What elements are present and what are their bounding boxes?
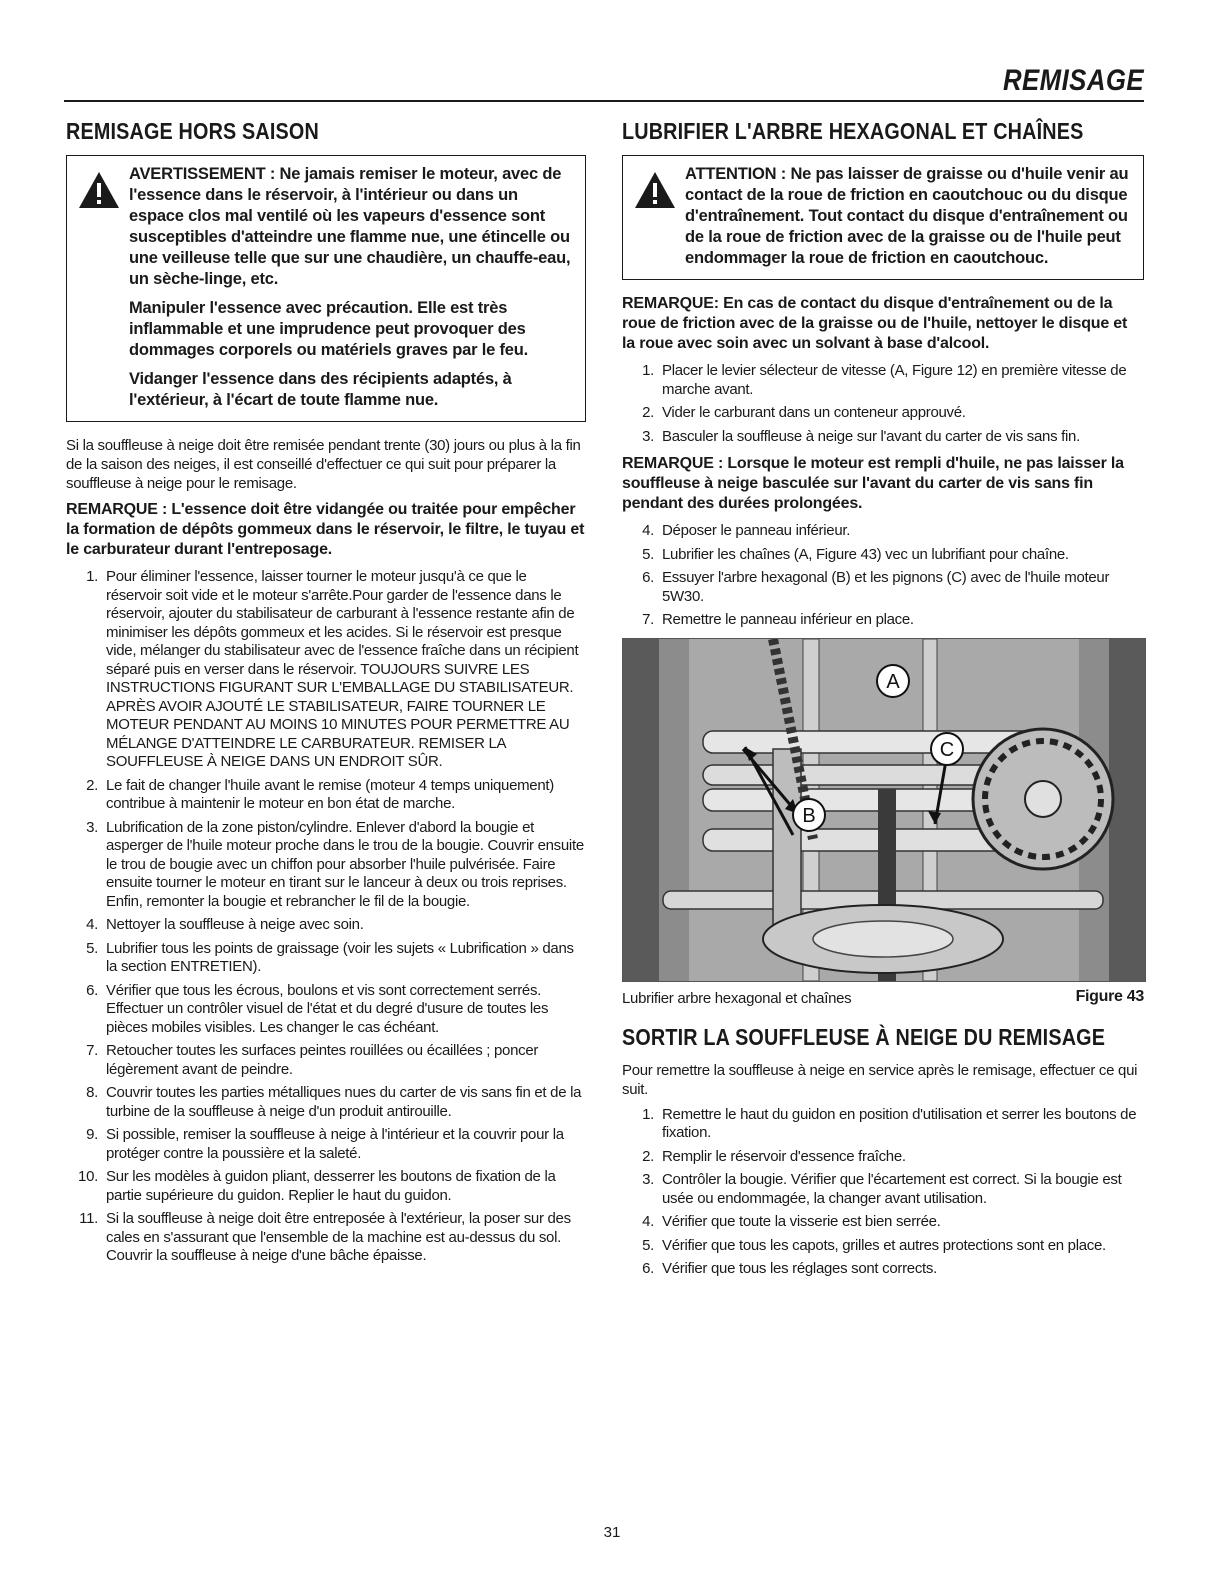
section-title: REMISAGE bbox=[1002, 64, 1144, 97]
return-to-service-steps-list bbox=[622, 1106, 1144, 1279]
list-item: 4. Vérifier que toute la visserie est bien serrée. bbox=[642, 1213, 941, 1230]
page-number: 31 bbox=[603, 1524, 621, 1541]
list-item: 8. Couvrir toutes les parties métalliques nues du carter de vis sans fin et de la turbine de la souffleuse à neige d'un produit antirouille. bbox=[86, 1084, 582, 1120]
lubrication-steps-list-a bbox=[622, 362, 1144, 446]
list-item: 5. Lubrifier les chaînes (A, Figure 43) vec un lubrifiant pour chaîne. bbox=[642, 545, 1069, 563]
list-item: 7. Remettre le panneau inférieur en place. bbox=[642, 611, 914, 628]
note-cleaning: REMARQUE: En cas de contact du disque d'entraînement ou de la roue de friction avec de la graisse ou de l'huile, nettoyer le disque et la roue avec soin avec un solvant à base d'alcool. bbox=[622, 295, 1128, 352]
list-item: 6. Essuyer l'arbre hexagonal (B) et les pignons (C) avec de l'huile moteur 5W30. bbox=[642, 569, 1110, 605]
list-item: 3. Basculer la souffleuse à neige sur l'avant du carter de vis sans fin. bbox=[642, 427, 1080, 445]
warning-triangle-icon bbox=[633, 170, 677, 210]
note-oil: REMARQUE : Lorsque le moteur est rempli d'huile, ne pas laisser la souffleuse à neige basculée sur l'avant du carter de vis sans fin pendant des durées prolongées. bbox=[622, 455, 1124, 512]
list-item: 3. Contrôler la bougie. Vérifier que l'écartement est correct. Si la bougie est usée ou endommagée, la changer avant utilisation. bbox=[642, 1171, 1122, 1207]
warning-triangle-icon bbox=[77, 170, 121, 210]
callout-b: B bbox=[802, 804, 816, 827]
figure-caption-text: Lubrifier arbre hexagonal et chaînes bbox=[622, 989, 852, 1007]
list-item: 1. Placer le levier sélecteur de vitesse (A, Figure 12) en première vitesse de marche avant. bbox=[642, 362, 1127, 398]
list-item: 2. Vider le carburant dans un conteneur approuvé. bbox=[642, 404, 966, 421]
warning-box bbox=[66, 155, 586, 422]
attention-text: ATTENTION : Ne pas laisser de graisse ou d'huile venir au contact de la roue de friction en caoutchouc ou du disque d'entraînement. Tout contact du disque d'entraînement ou de la roue de friction avec de la graisse ou de l'huile peut endommager la roue de friction en caoutchouc. bbox=[685, 165, 1129, 267]
lubrication-steps-list-b bbox=[622, 522, 1144, 630]
warning-text-2: Manipuler l'essence avec précaution. Elle est très inflammable et une imprudence peut provoquer des dommages corporels ou matériels graves par le feu. bbox=[129, 299, 528, 359]
list-item: 4. Nettoyer la souffleuse à neige avec soin. bbox=[86, 916, 364, 933]
heading-lubrifier: LUBRIFIER L'ARBRE HEXAGONAL ET CHAÎNES bbox=[622, 118, 1084, 144]
list-item: 5. Vérifier que tous les capots, grilles et autres protections sont en place. bbox=[642, 1236, 1106, 1254]
figure-43-image bbox=[622, 638, 1146, 982]
list-item: 11. Si la souffleuse à neige doit être entreposée à l'extérieur, la poser sur des cales en s'assurant que l'ensemble de la machine est au-dessus du sol. Couvrir la souffleuse à neige d'une bâche épaisse. bbox=[79, 1210, 571, 1264]
left-column bbox=[66, 118, 586, 1274]
heading-remisage-hors-saison: REMISAGE HORS SAISON bbox=[66, 118, 319, 144]
list-item: 2. Remplir le réservoir d'essence fraîche. bbox=[642, 1147, 906, 1165]
list-item: 1. Pour éliminer l'essence, laisser tourner le moteur jusqu'à ce que le réservoir soit vide et le moteur s'arrête.Pour garder de l'essence dans le réservoir, ajouter du stabilisateur de carburant à l'essence restante afin de minimiser les dépôts gommeux et les acides. Si le réservoir est presque vide, mélanger du stabilisateur avec de l'essence fraîche dans un récipient séparé puis en verser dans le réservoir. TOUJOURS SUIVRE LES INSTRUCTIONS FIGURANT SUR L'EMBALLAGE DU STABILISATEUR. APRÈS AVOIR AJOUTÉ LE STABILISATEUR, FAIRE TOURNER LE MOTEUR PENDANT AU MOINS 10 MINUTES POUR PERMETTRE AU MÉLANGE D'ATTEINDRE LE CARBURATEUR. REMISER LA SOUFFLEUSE À NEIGE DANS UN ENDROIT SÛR. bbox=[86, 568, 579, 770]
callout-c: C bbox=[939, 738, 955, 761]
intro-paragraph: Si la souffleuse à neige doit être remisée pendant trente (30) jours ou plus à la fin de la saison des neiges, il est conseillé d'effectuer ce qui suit pour préparer la souffleuse à neige pour le remisage. bbox=[66, 437, 581, 492]
list-item: 6. Vérifier que tous les réglages sont corrects. bbox=[642, 1260, 937, 1277]
list-item: 3. Lubrification de la zone piston/cylindre. Enlever d'abord la bougie et asperger de l'huile moteur proche dans le trou de la bougie. Couvrir ensuite le trou de bougie avec un chiffon pour absorber l'huile pulvérisée. Faire ensuite tourner le moteur en tirant sur le lanceur à deux ou trois reprises. Enfin, remonter la bougie et rebrancher le fil de la bougie. bbox=[86, 818, 584, 910]
callout-a: A bbox=[886, 670, 900, 693]
attention-box bbox=[622, 155, 1144, 280]
hex-shaft-chain-illustration bbox=[623, 639, 1145, 981]
warning-text-3: Vidanger l'essence dans des récipients adaptés, à l'extérieur, à l'écart de toute flamme nue. bbox=[129, 370, 512, 409]
page-header bbox=[64, 62, 1144, 102]
list-item: 6. Vérifier que tous les écrous, boulons et vis sont correctement serrés. Effectuer un contrôler visuel de l'état et du degré d'usure de toutes les pièces mobiles visibles. Les changer le cas échéant. bbox=[86, 981, 549, 1036]
list-item: 2. Le fait de changer l'huile avant le remise (moteur 4 temps uniquement) contribue à maintenir le moteur en bon état de marche. bbox=[86, 776, 554, 812]
warning-text-1: AVERTISSEMENT : Ne jamais remiser le moteur, avec de l'essence dans le réservoir, à l'intérieur ou dans un espace clos mal ventilé où les vapeurs d'essence sont susceptibles d'atteindre une flamme nue, une étincelle ou une veilleuse telle que sur une chaudière, un chauffe-eau, un sèche-linge, etc. bbox=[129, 165, 571, 288]
intro-paragraph-2: Pour remettre la souffleuse à neige en service après le remisage, effectuer ce qui suit. bbox=[622, 1061, 1138, 1098]
note-essence: REMARQUE : L'essence doit être vidangée ou traitée pour empêcher la formation de dépôts gommeux dans le réservoir, le filtre, le tuyau et le carburateur durant l'entreposage. bbox=[66, 501, 585, 558]
list-item: 7. Retoucher toutes les surfaces peintes rouillées ou écaillées ; poncer légèrement avant de peindre. bbox=[86, 1042, 539, 1078]
list-item: 5. Lubrifier tous les points de graissage (voir les sujets « Lubrification » dans la section ENTRETIEN). bbox=[86, 939, 574, 975]
figure-number: Figure 43 bbox=[1075, 987, 1144, 1005]
storage-steps-list bbox=[66, 568, 586, 1266]
right-column bbox=[622, 118, 1144, 1287]
list-item: 9. Si possible, remiser la souffleuse à neige à l'intérieur et la couvrir pour la protéger contre la poussière et la saleté. bbox=[86, 1126, 564, 1162]
list-item: 1. Remettre le haut du guidon en position d'utilisation et serrer les boutons de fixation. bbox=[642, 1105, 1137, 1141]
list-item: 4. Déposer le panneau inférieur. bbox=[642, 522, 851, 539]
list-item: 10. Sur les modèles à guidon pliant, desserrer les boutons de fixation de la partie supérieure du guidon. Replier le haut du guidon. bbox=[78, 1168, 556, 1204]
figure-caption bbox=[622, 988, 1144, 1012]
heading-sortir: SORTIR LA SOUFFLEUSE À NEIGE DU REMISAGE bbox=[622, 1023, 1106, 1050]
